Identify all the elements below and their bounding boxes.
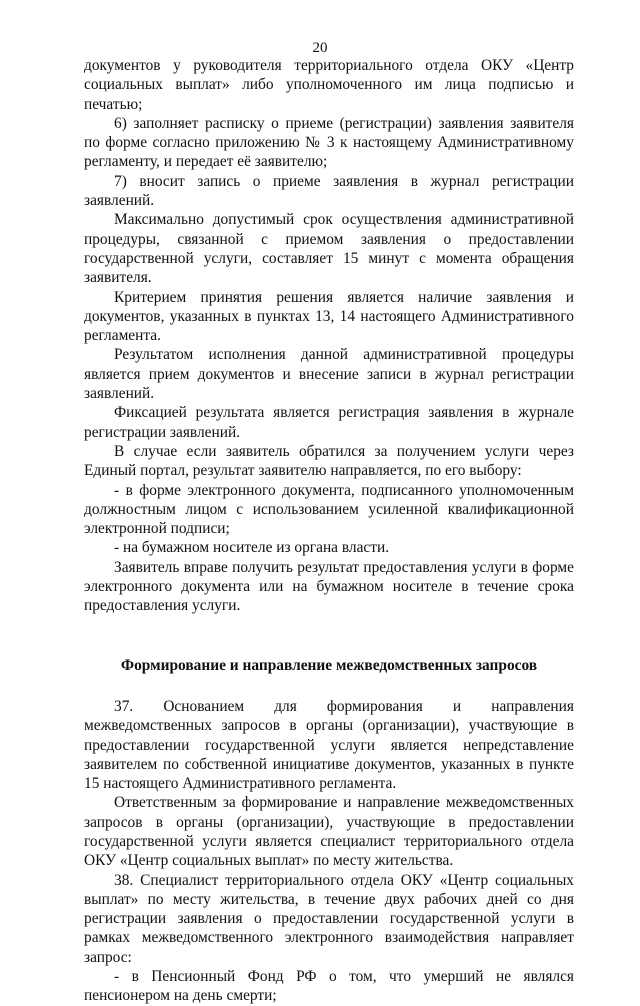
section-heading: Формирование и направление межведомственных запросов (120, 656, 538, 674)
page-number: 20 (312, 40, 328, 56)
list-item-pension-fund: - в Пенсионный Фонд РФ о том, что умерший не являлся пенсионером на день смерти; (84, 968, 574, 1005)
paragraph-applicant-right: Заявитель вправе получить результат предоставления услуги в форме электронного документа или на бумажном носителе в течение срока предоставления услуги. (84, 558, 574, 615)
paragraph-item-37: 37. Основанием для формирования и направления межведомственных запросов в органы (организации), участвующие в предоставлении государственной услуги является непредставление заявителем по собственной инициативе документов, указанных в пункте 15 настоящего Административного регламента. (84, 697, 574, 793)
paragraph-result: Результатом исполнения данной административной процедуры является прием документов и внесение записи в журнал регистрации заявлений. (84, 346, 574, 403)
paragraph-continuation: документов у руководителя территориального отдела ОКУ «Центр социальных выплат» либо уполномоченного им лица подписью и печатью; (84, 57, 574, 113)
list-item-paper: - на бумажном носителе из органа власти. (114, 539, 390, 557)
paragraph-item-7: 7) вносит запись о приеме заявления в журнал регистрации заявлений. (84, 172, 574, 210)
document-body (84, 56, 574, 1006)
paragraph-max-time: Максимально допустимый срок осуществления административной процедуры, связанной с приемом заявления о предоставлении государственной услуги, составляет 15 минут с момента обращения заявителя. (84, 211, 574, 287)
paragraph-fixation: Фиксацией результата является регистрация заявления в журнале регистрации заявлений. (84, 404, 574, 441)
paragraph-decision-criterion: Критерием принятия решения является наличие заявления и документов, указанных в пунктах 13, 14 настоящего Административного регламента. (84, 288, 574, 345)
paragraph-unified-portal: В случае если заявитель обратился за получением услуги через Единый портал, результат заявителю направляется, по его выбору: (84, 442, 574, 480)
paragraph-item-6: 6) заполняет расписку о приеме (регистрации) заявления заявителя по форме согласно приложению № 3 к настоящему Административному регламенту, и передает её заявителю; (84, 114, 574, 171)
list-item-electronic: - в форме электронного документа, подписанного уполномоченным должностным лицом с использованием усиленной квалификационной электронной подписи; (84, 481, 574, 538)
paragraph-responsible: Ответственным за формирование и направление межведомственных запросов в органы (организации), участвующие в предоставлении государственной услуги является специалист территориального отдела ОКУ «Центр социальных выплат» по месту жительства. (84, 794, 574, 870)
paragraph-item-38: 38. Специалист территориального отдела ОКУ «Центр социальных выплат» по месту жительства, в течение двух рабочих дней со дня регистрации заявления о предоставлении государственной услуги в рамках межведомственного электронного взаимодействия направляет запрос: (84, 871, 574, 966)
